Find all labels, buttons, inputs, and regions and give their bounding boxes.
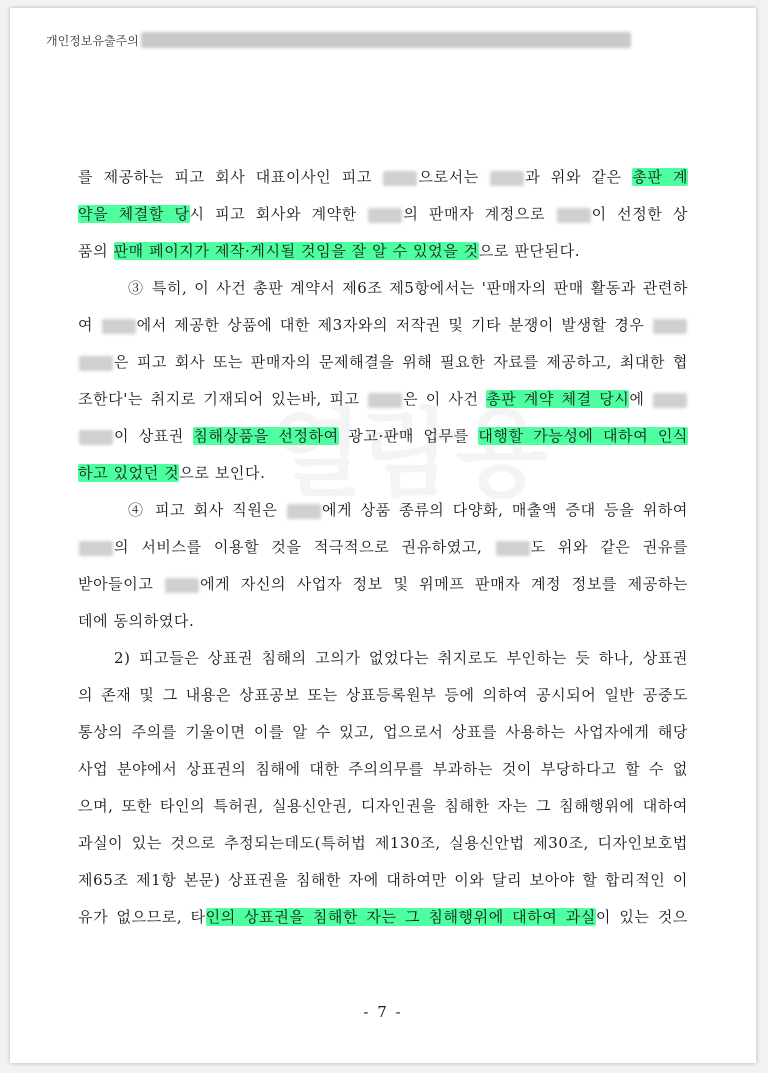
highlighted-text: 인의 상표권을 침해한 자는 그 침해행위에 대하여 과실 (205, 908, 596, 926)
highlighted-text: 침해상품을 선정하여 (193, 427, 339, 445)
text-line (78, 270, 688, 307)
text-segment: 의 존재 및 그 내용은 상표공보 또는 상표등록원부 등에 의하여 공시되어 일반 공중도 (78, 686, 688, 704)
highlighted-text: 하고 있었던 것 (78, 464, 180, 482)
text-segment: 에게 상품 종류의 다양화, 매출액 증대 등을 위하여 (321, 501, 689, 519)
redacted-name (102, 319, 136, 334)
highlighted-text: 약을 체결할 당 (78, 205, 190, 223)
redacted-name (287, 504, 321, 519)
text-segment: 과 위와 같은 (525, 168, 633, 186)
privacy-notice: 개인정보유출주의 (46, 33, 139, 48)
text-line (78, 677, 688, 714)
page-number: - 7 - (363, 1003, 403, 1021)
highlighted-text: 판매 페이지가 제작·게시될 것임을 잘 알 수 있었을 것 (113, 242, 479, 260)
text-segment: 으로 보인다. (179, 464, 266, 482)
text-segment: 도 위와 같은 권유를 (530, 538, 688, 556)
redacted-name (653, 393, 687, 408)
text-line (78, 603, 688, 640)
highlighted-text: 총판 계 (632, 168, 689, 186)
text-segment: ③ 특히, 이 사건 총판 계약서 제6조 제5항에서는 '판매자의 판매 활동과 관련하 (128, 279, 688, 297)
text-segment: 의 서비스를 이용할 것을 적극적으로 권유하였고, (114, 538, 495, 556)
text-segment: 으로 판단된다. (478, 242, 581, 260)
text-segment: 조한다'는 취지로 기재되어 있는바, 피고 (78, 390, 368, 408)
page-header (46, 30, 631, 50)
text-line (78, 640, 688, 677)
text-segment: 여 (78, 316, 101, 334)
text-line (78, 529, 688, 566)
text-segment: 광고·판매 업무를 (338, 427, 479, 445)
document-page (10, 8, 756, 1063)
text-segment: 으며, 또한 타인의 특허권, 실용신안권, 디자인권을 침해한 자는 그 침해행위에 대하여 (78, 797, 688, 815)
text-segment: 품의 (78, 242, 114, 260)
text-line (78, 492, 688, 529)
text-segment: 의 판매자 계정으로 (403, 205, 556, 223)
redacted-name (557, 208, 591, 223)
text-line (78, 751, 688, 788)
text-segment: 이 상표권 (114, 427, 194, 445)
text-line (78, 196, 688, 233)
text-segment: 이 있는 것으 (595, 908, 689, 926)
text-segment: 에게 자신의 사업자 정보 및 위메프 판매자 계정 정보를 제공하는 (200, 575, 688, 593)
text-segment: 에 (629, 390, 653, 408)
text-line (78, 788, 688, 825)
redacted-header-text (141, 32, 631, 48)
text-line (78, 381, 688, 418)
text-segment: ④ 피고 회사 직원은 (128, 501, 286, 519)
text-line (78, 455, 688, 492)
text-line (78, 233, 688, 270)
text-segment: 사업 분야에서 상표권의 침해에 대한 주의의무를 부과하는 것이 부당하다고 할 수 없 (78, 760, 688, 778)
text-segment: 시 피고 회사와 계약한 (189, 205, 368, 223)
text-segment: 받아들이고 (78, 575, 165, 593)
redacted-name (368, 393, 402, 408)
text-segment: 은 피고 회사 또는 판매자의 문제해결을 위해 필요한 자료를 제공하고, 최대한 협 (114, 353, 688, 371)
highlighted-text: 총판 계약 체결 당시 (486, 390, 630, 408)
document-body (78, 159, 688, 936)
text-line (78, 159, 688, 196)
text-segment: 은 이 사건 (403, 390, 487, 408)
text-segment: 과실이 있는 것으로 추정되는데도(특허법 제130조, 실용신안법 제30조, 디자인보호법 (78, 834, 688, 852)
redacted-name (496, 541, 530, 556)
text-line (78, 714, 688, 751)
redacted-name (79, 356, 113, 371)
text-segment: 유가 없으므로, 타 (78, 908, 206, 926)
redacted-name (368, 208, 402, 223)
text-line (78, 344, 688, 381)
text-segment: 를 제공하는 피고 회사 대표이사인 피고 (78, 168, 383, 186)
text-segment: 제65조 제1항 본문) 상표권을 침해한 자에 대하여만 이와 달리 보아야 할 합리적인 이 (78, 871, 688, 889)
redacted-name (79, 430, 113, 445)
redacted-name (165, 578, 199, 593)
redacted-name (653, 319, 687, 334)
text-line (78, 566, 688, 603)
text-segment: 에서 제공한 상품에 대한 제3자와의 저작권 및 기타 분쟁이 발생할 경우 (136, 316, 652, 334)
redacted-name (383, 171, 417, 186)
text-line (78, 862, 688, 899)
text-line (78, 418, 688, 455)
text-line (78, 899, 688, 936)
highlighted-text: 대행할 가능성에 대하여 인식 (478, 427, 688, 445)
text-segment: 데에 동의하였다. (78, 612, 195, 630)
text-segment: 이 선정한 상 (591, 205, 689, 223)
text-segment: 2) 피고들은 상표권 침해의 고의가 없었다는 취지로도 부인하는 듯 하나, 상표권 (114, 649, 688, 667)
text-segment: 통상의 주의를 기울이면 이를 알 수 있고, 업으로서 상표를 사용하는 사업자에게 해당 (78, 723, 688, 741)
redacted-name (79, 541, 113, 556)
text-line (78, 307, 688, 344)
text-line (78, 825, 688, 862)
redacted-name (490, 171, 524, 186)
text-segment: 으로서는 (418, 168, 490, 186)
